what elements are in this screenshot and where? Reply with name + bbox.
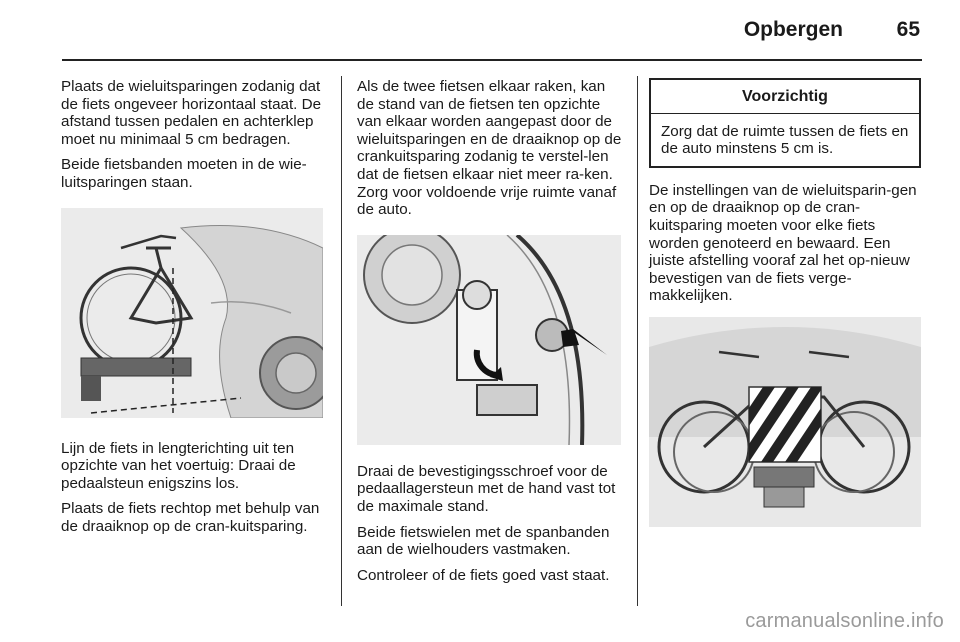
column-3 — [649, 78, 921, 549]
caution-box — [649, 78, 921, 168]
page-title: Opbergen — [743, 18, 843, 41]
paragraph: Beide fietsbanden moeten in de wie-luitsparingen staan. — [61, 156, 307, 191]
caution-title: Voorzichtig — [651, 80, 919, 114]
page-header — [0, 14, 960, 50]
header-divider — [62, 59, 922, 61]
paragraph: Plaats de fiets rechtop met behulp van de draaiknop op de cran-kuitsparing. — [61, 500, 320, 535]
page-number: 65 — [896, 18, 920, 41]
paragraph: Als de twee fietsen elkaar raken, kan de stand van de fietsen ten opzichte van elkaar worden aangepast door de wieluitsparingen en de draaiknop op de crankuitsparing zodanig te verstel-len dat de fietsen elkaar niet meer ra-ken. Zorg voor voldoende vrije ruimte vanaf de auto. — [357, 78, 622, 219]
paragraph: Lijn de fiets in lengterichting uit ten opzichte van het voertuig: Draai de pedaalsteun enigszins los. — [61, 439, 296, 492]
paragraph: Plaats de wieluitsparingen zodanig dat de fiets ongeveer horizontaal staat. De afstand tussen pedalen en achterklep moet nu minimaal 5 cm bedragen. — [61, 78, 322, 148]
paragraph: Controleer of de fiets goed vast staat. — [357, 566, 610, 584]
paragraph: De instellingen van de wieluitsparin-gen en op de draaiknop op de cran-kuitsparing moeten voor elke fiets worden genoteerd en bewaard. Een juiste afstelling vooraf zal het op-nieuw bevestigen van de fiets verge-makkelijken. — [649, 181, 917, 305]
column-1 — [61, 78, 323, 544]
column-divider-1 — [341, 76, 342, 606]
column-2 — [357, 78, 623, 592]
caution-text: Zorg dat de ruimte tussen de fiets en de auto minstens 5 cm is. — [661, 122, 909, 158]
illustration-bike-on-carrier-rear-car — [61, 208, 323, 418]
paragraph: Beide fietswielen met de spanbanden aan de wielhouders vastmaken. — [357, 523, 610, 559]
illustration-pedal-clamp-detail — [357, 235, 621, 445]
illustration-two-bikes-on-carrier — [649, 317, 921, 527]
column-divider-2 — [637, 76, 638, 606]
paragraph: Draai de bevestigingsschroef voor de pedaallagersteun met de hand vast tot de maximale stand. — [357, 462, 616, 515]
watermark: carmanualsonline.info — [745, 610, 944, 632]
